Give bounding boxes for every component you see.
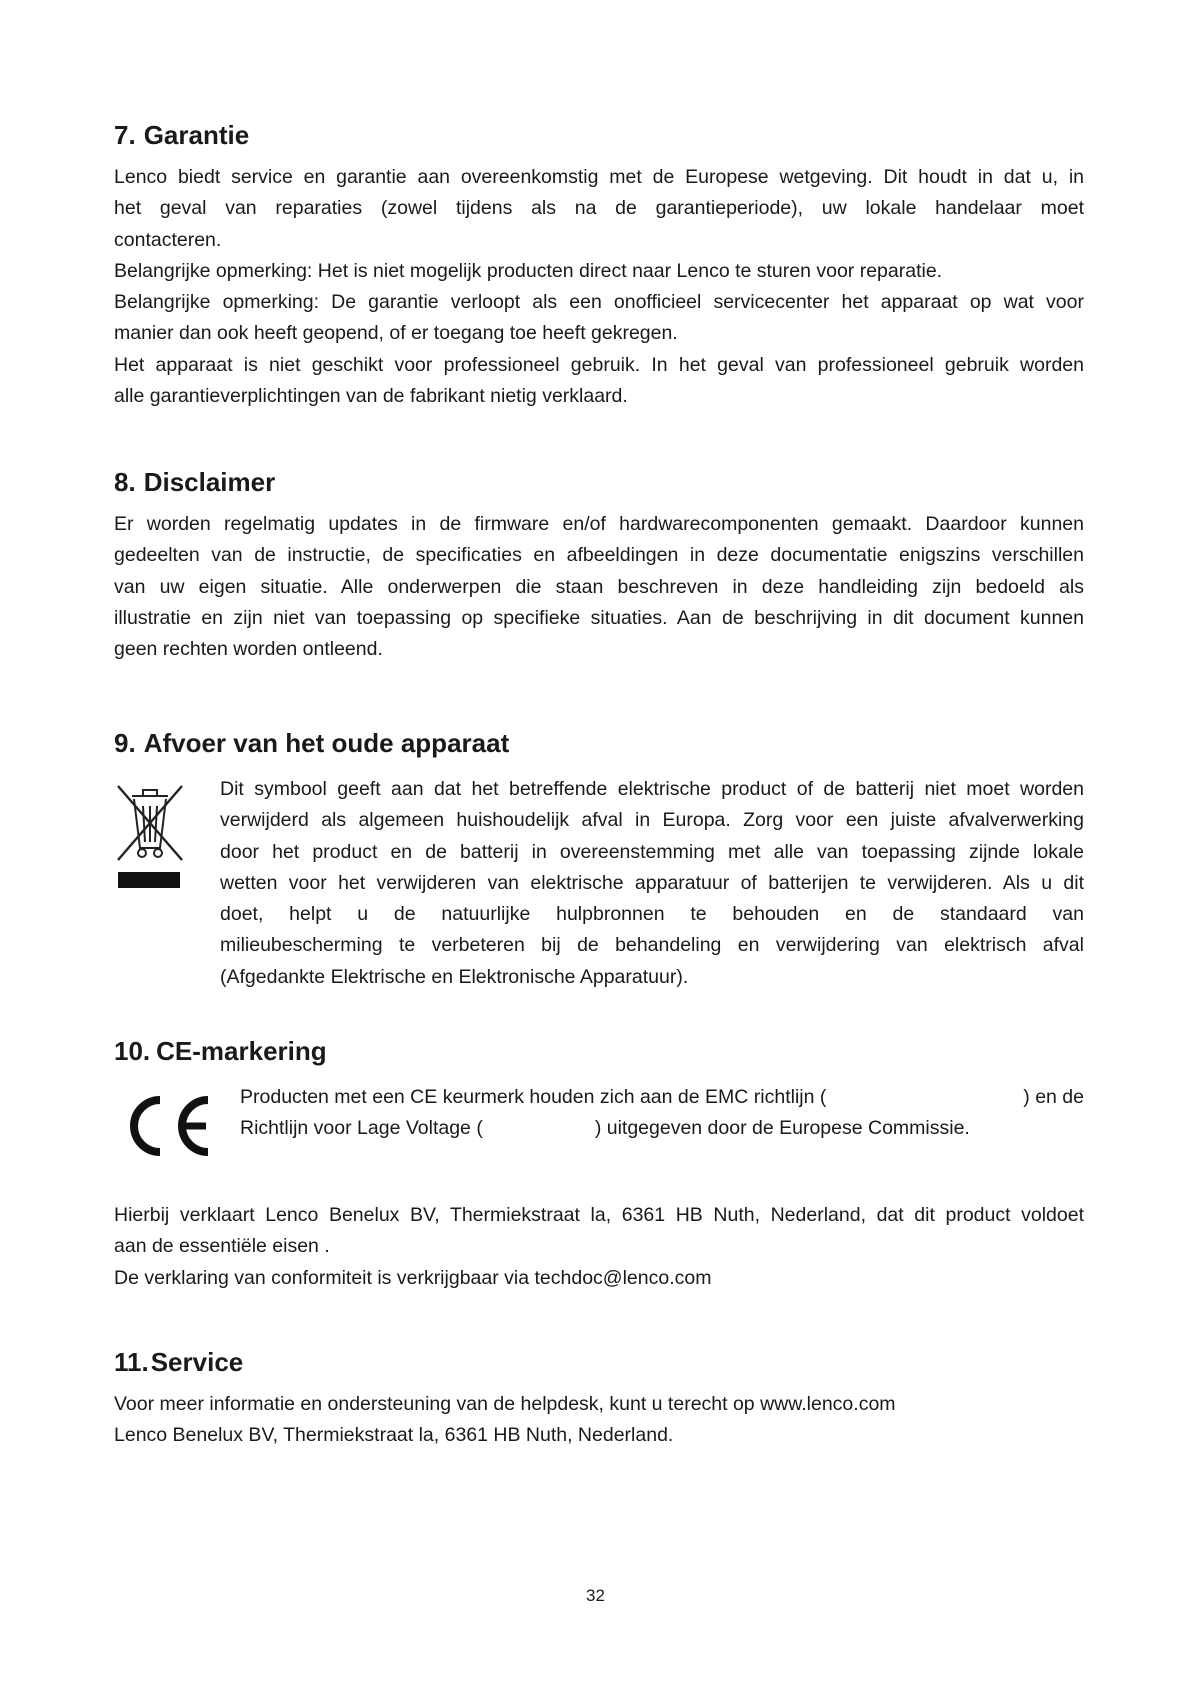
- ce-text-fragment: Richtlijn voor Lage Voltage (: [240, 1117, 483, 1140]
- section-number: 11.: [114, 1347, 149, 1377]
- weee-bin-icon: [114, 782, 186, 892]
- ce-line: [240, 1082, 1084, 1113]
- disclaimer-body: [114, 509, 1084, 665]
- garantie-line: Het apparaat is niet geschikt voor professioneel gebruik. In het geval van professioneel gebruik worden: [114, 353, 1084, 376]
- section-title: Service: [150, 1347, 244, 1377]
- garantie-line: het geval van reparaties (zowel tijdens als na de garantieperiode), uw lokale handelaar moet: [114, 197, 1084, 220]
- section-heading-service: [114, 1345, 1084, 1379]
- section-number: 8.: [114, 467, 136, 497]
- section-afvoer: [114, 726, 1084, 996]
- section-number: 10.: [114, 1036, 151, 1066]
- section-garantie: [114, 118, 1084, 412]
- garantie-body: [114, 162, 1084, 412]
- section-ce: [114, 1034, 1084, 1140]
- ce-mark-icon: [120, 1092, 212, 1160]
- service-line: Voor meer informatie en ondersteuning van de helpdesk, kunt u terecht op www.lenco.com: [114, 1393, 896, 1415]
- section-disclaimer: [114, 465, 1084, 665]
- conformity-line: De verklaring van conformiteit is verkrijgbaar via techdoc@lenco.com: [114, 1266, 712, 1289]
- page-number: 32: [586, 1586, 605, 1605]
- service-body: [114, 1389, 1084, 1452]
- garantie-line: Belangrijke opmerking: Het is niet mogelijk producten direct naar Lenco te sturen voor reparatie.: [114, 259, 943, 282]
- section-heading-afvoer: [114, 726, 1084, 760]
- afvoer-line: Dit symbool geeft aan dat het betreffende elektrische product of de batterij niet moet worden: [220, 778, 1084, 800]
- ce-text-fragment: ) uitgegeven door de Europese Commissie.: [594, 1117, 970, 1140]
- disclaimer-line: geen rechten worden ontleend.: [114, 638, 383, 661]
- disclaimer-line: van uw eigen situatie. Alle onderwerpen die staan beschreven in deze handleiding zijn bedoeld als: [114, 575, 1084, 598]
- disclaimer-line: gedeelten van de instructie, de specificaties en afbeeldingen in deze documentatie enigszins verschillen: [114, 544, 1084, 567]
- afvoer-line: (Afgedankte Elektrische en Elektronische Apparatuur).: [220, 965, 689, 988]
- declaration-line: Hierbij verklaart Lenco Benelux BV, Thermiekstraat la, 6361 HB Nuth, Nederland, dat dit product voldoet: [114, 1204, 1084, 1226]
- garantie-line: contacteren.: [114, 228, 222, 251]
- declaration-line: aan de essentiële eisen .: [114, 1235, 330, 1258]
- afvoer-line: door het product en de batterij in overeenstemming met alle van toepassing zijnde lokale: [220, 840, 1084, 863]
- garantie-line: manier dan ook heeft geopend, of er toegang toe heeft gekregen.: [114, 322, 678, 345]
- garantie-line: alle garantieverplichtingen van de fabrikant nietig verklaard.: [114, 385, 628, 408]
- section-heading-ce: [114, 1034, 1084, 1068]
- section-title: Afvoer van het oude apparaat: [143, 728, 510, 758]
- section-heading-garantie: [114, 118, 1084, 152]
- section-heading-disclaimer: [114, 465, 1084, 499]
- afvoer-line: doet, helpt u de natuurlijke hulpbronnen te behouden en de standaard van: [220, 903, 1084, 926]
- garantie-line: Belangrijke opmerking: De garantie verloopt als een onofficieel servicecenter het apparaat op wat voor: [114, 291, 1084, 314]
- ce-text-fragment: Producten met een CE keurmerk houden zich aan de EMC richtlijn (: [240, 1086, 827, 1108]
- ce-text-fragment: ) en de: [1023, 1086, 1084, 1108]
- service-line: Lenco Benelux BV, Thermiekstraat la, 6361 HB Nuth, Nederland.: [114, 1424, 674, 1447]
- section-title: Disclaimer: [143, 467, 276, 497]
- disclaimer-line: illustratie en zijn niet van toepassing op specifieke situaties. Aan de beschrijving in dit document kunnen: [114, 606, 1084, 629]
- garantie-line: Lenco biedt service en garantie aan overeenkomstig met de Europese wetgeving. Dit houdt in dat u, in: [114, 166, 1084, 188]
- ce-line: [240, 1113, 1084, 1144]
- ce-declaration: [114, 1200, 1084, 1294]
- afvoer-line: verwijderd als algemeen huishoudelijk afval in Europa. Zorg voor een juiste afvalverwerking: [220, 809, 1084, 832]
- afvoer-body: [220, 774, 1084, 993]
- afvoer-line: milieubescherming te verbeteren bij de behandeling en verwijdering van elektrisch afval: [220, 934, 1084, 957]
- afvoer-line: wetten voor het verwijderen van elektrische apparatuur of batterijen te verwijderen. Als u dit: [220, 871, 1084, 894]
- section-title: CE-markering: [156, 1036, 327, 1066]
- section-number: 9.: [114, 728, 136, 758]
- ce-body: [240, 1082, 1084, 1145]
- section-number: 7.: [114, 120, 136, 150]
- section-service: [114, 1345, 1084, 1452]
- disclaimer-line: Er worden regelmatig updates in de firmware en/of hardwarecomponenten gemaakt. Daardoor kunnen: [114, 513, 1084, 535]
- section-title: Garantie: [143, 120, 250, 150]
